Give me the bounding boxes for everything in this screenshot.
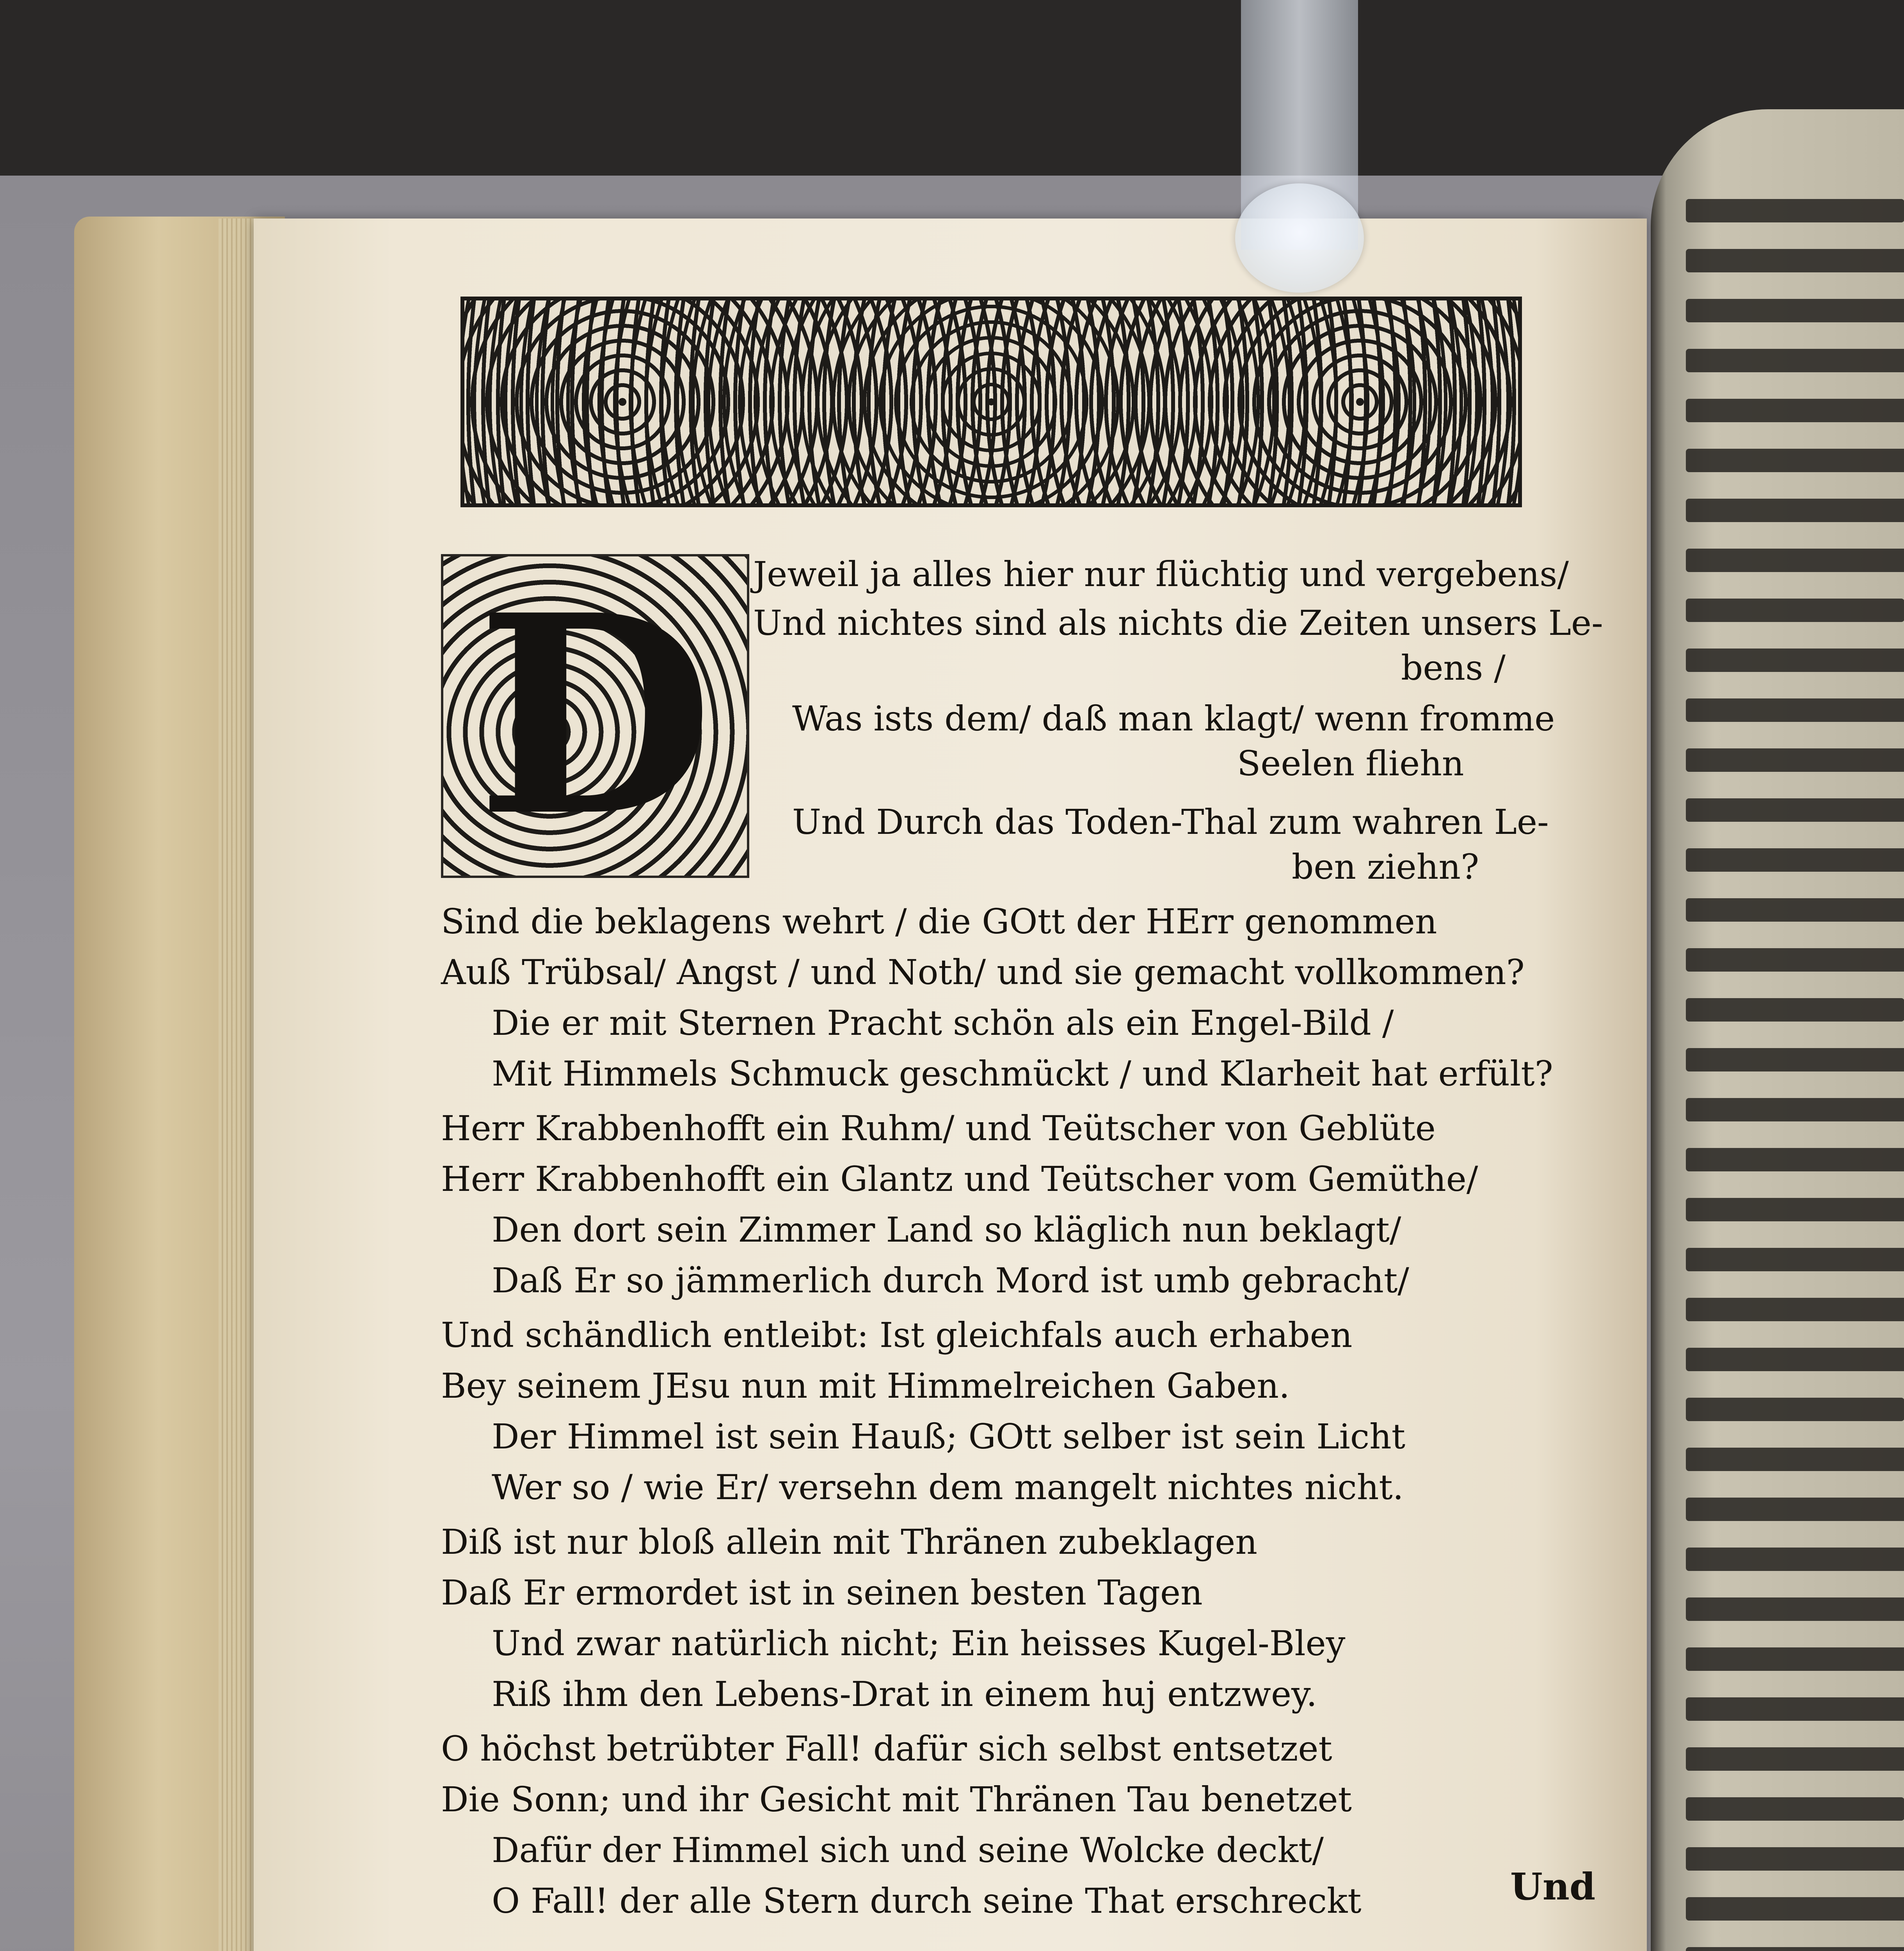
facing-page-line bbox=[1686, 249, 1904, 272]
verse-line: Und schändlich entleibt: Ist gleichfals auch erhaben bbox=[441, 1315, 1353, 1355]
verse-line: Sind die beklagens wehrt / die GOtt der HErr genommen bbox=[441, 901, 1437, 942]
verse-line: Die Sonn; und ihr Gesicht mit Thränen Tau benetzet bbox=[441, 1779, 1352, 1820]
verse-line: Die er mit Sternen Pracht schön als ein Engel-Bild / bbox=[492, 1003, 1394, 1043]
initial-letter: D bbox=[476, 556, 714, 876]
verse-line: Auß Trübsal/ Angst / und Noth/ und sie gemacht vollkommen? bbox=[441, 952, 1525, 992]
verse-line: Seelen fliehn bbox=[1237, 743, 1464, 784]
facing-page-line bbox=[1686, 299, 1904, 322]
verse-line: Und Durch das Toden-Thal zum wahren Le- bbox=[792, 802, 1549, 842]
facing-page bbox=[1651, 109, 1904, 1951]
facing-page-line bbox=[1686, 1647, 1904, 1671]
facing-page-line bbox=[1686, 1897, 1904, 1921]
ornamental-headpiece bbox=[460, 297, 1522, 507]
facing-page-line bbox=[1686, 1697, 1904, 1721]
facing-page-line bbox=[1686, 1148, 1904, 1171]
verse-line: O höchst betrübter Fall! dafür sich selbst entsetzet bbox=[441, 1729, 1332, 1769]
verse-line: Jeweil ja alles hier nur flüchtig und vergebens/ bbox=[753, 554, 1569, 594]
top-clip bbox=[1235, 183, 1364, 293]
catchword: Und bbox=[1510, 1865, 1596, 1908]
facing-page-line bbox=[1686, 1747, 1904, 1771]
facing-page-line bbox=[1686, 549, 1904, 572]
facing-page-line bbox=[1686, 649, 1904, 672]
facing-page-line bbox=[1686, 1797, 1904, 1821]
verse-line: Wer so / wie Er/ versehn dem mangelt nichtes nicht. bbox=[492, 1467, 1404, 1507]
facing-page-line bbox=[1686, 349, 1904, 372]
verse-line: Herr Krabbenhofft ein Ruhm/ und Teütscher von Geblüte bbox=[441, 1108, 1436, 1148]
decorated-initial bbox=[441, 554, 749, 878]
facing-page-line bbox=[1686, 1597, 1904, 1621]
verse-line: ben ziehn? bbox=[1292, 847, 1479, 887]
verse-line: O Fall! der alle Stern durch seine That erschreckt bbox=[492, 1881, 1362, 1921]
facing-page-line bbox=[1686, 399, 1904, 422]
verse-line: Und nichtes sind als nichts die Zeiten unsers Le- bbox=[753, 603, 1603, 643]
facing-page-line bbox=[1686, 1298, 1904, 1321]
facing-page-line bbox=[1686, 898, 1904, 922]
facing-page-line bbox=[1686, 1048, 1904, 1071]
verse-line: Daß Er ermordet ist in seinen besten Tagen bbox=[441, 1573, 1203, 1613]
facing-page-line bbox=[1686, 199, 1904, 222]
verse-line: Daß Er so jämmerlich durch Mord ist umb gebracht/ bbox=[492, 1260, 1409, 1301]
facing-page-line bbox=[1686, 1847, 1904, 1871]
facing-page-line bbox=[1686, 449, 1904, 472]
facing-page-line bbox=[1686, 1448, 1904, 1471]
facing-page-line bbox=[1686, 1398, 1904, 1421]
facing-page-line bbox=[1686, 1248, 1904, 1271]
facing-page-line bbox=[1686, 798, 1904, 822]
facing-page-line bbox=[1686, 499, 1904, 522]
facing-page-line bbox=[1686, 998, 1904, 1022]
facing-page-line bbox=[1686, 1947, 1904, 1951]
verse-line: Dafür der Himmel sich und seine Wolcke deckt/ bbox=[492, 1830, 1324, 1870]
verse-line: Den dort sein Zimmer Land so kläglich nun beklagt/ bbox=[492, 1210, 1401, 1250]
verse-line: Mit Himmels Schmuck geschmückt / und Klarheit hat erfült? bbox=[492, 1054, 1553, 1094]
facing-page-line bbox=[1686, 748, 1904, 772]
verse-line: Riß ihm den Lebens-Drat in einem huj entzwey. bbox=[492, 1674, 1317, 1714]
facing-page-line bbox=[1686, 1198, 1904, 1221]
verse-line: Herr Krabbenhofft ein Glantz und Teütscher vom Gemüthe/ bbox=[441, 1159, 1478, 1199]
facing-page-line bbox=[1686, 599, 1904, 622]
verse-line: Der Himmel ist sein Hauß; GOtt selber ist sein Licht bbox=[492, 1416, 1406, 1457]
verse-line: Und zwar natürlich nicht; Ein heisses Kugel-Bley bbox=[492, 1623, 1346, 1663]
facing-page-line bbox=[1686, 698, 1904, 722]
facing-page-line bbox=[1686, 848, 1904, 872]
facing-page-line bbox=[1686, 1098, 1904, 1121]
facing-page-text bbox=[1686, 199, 1904, 1951]
facing-page-line bbox=[1686, 1348, 1904, 1371]
facing-page-line bbox=[1686, 948, 1904, 972]
verse-line: Was ists dem/ daß man klagt/ wenn fromme bbox=[792, 698, 1555, 739]
verse-line: Bey seinem JEsu nun mit Himmelreichen Gaben. bbox=[441, 1366, 1290, 1406]
facing-page-line bbox=[1686, 1548, 1904, 1571]
facing-page-line bbox=[1686, 1498, 1904, 1521]
verse-line: Diß ist nur bloß allein mit Thränen zubeklagen bbox=[441, 1522, 1258, 1562]
verse-line: bens / bbox=[1401, 648, 1506, 688]
